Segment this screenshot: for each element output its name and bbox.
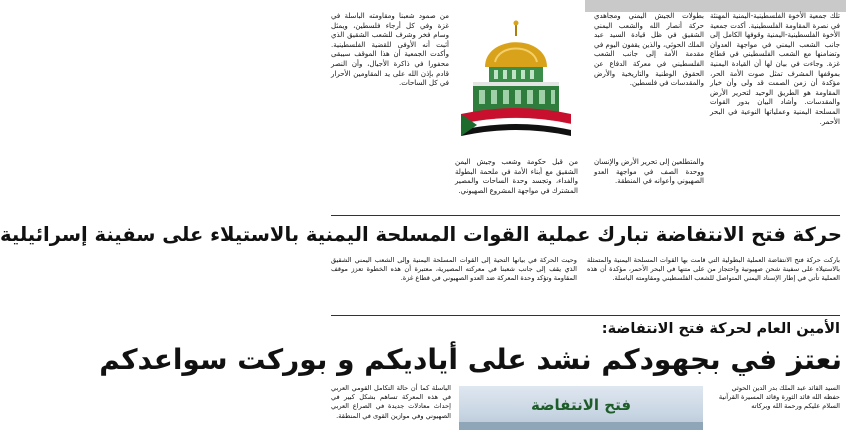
headline-main-quote: نعتز في بجهودكم نشد على أياديكم و بوركت سواعدكم [99, 343, 842, 376]
association-emblem [455, 14, 577, 156]
article-text: السيد القائد عبد الملك بدر الدين الحوثي حفظه الله قائد الثورة وقائد المسيرة القرآنية السلام عليكم ورحمة الله وبركاته [718, 384, 840, 411]
article-column-right [710, 12, 840, 212]
article-text: من صمود شعبنا ومقاومته الباسلة في غزة وفي كل أرجاء فلسطين، ويمثل وسام فخر وشرف للشعب الشقيق الذي أثبت أنه الأوفى للقضية الفلسطينية. وأكدت الجمعية أن هذا الموقف سيبقى محفورا في ذاكرة الأجيال، وأن النصر قادم بإذن الله على يد المقاومين الأحرار في كل الساحات. [331, 12, 449, 88]
letter-salutation [715, 384, 840, 430]
article-text: من قبل حكومة وشعب وجيش اليمن الشقيق مع أبناء الأمة في ملحمة البطولة والفداء، وتجسد وحدة الساحات والمصير المشترك في مواجهة المشروع الصهيوني. [455, 158, 578, 195]
section-divider [331, 215, 840, 216]
article-column-mid-right [594, 12, 704, 152]
section-divider [331, 315, 840, 316]
press-photo [459, 386, 703, 430]
article-mid-left [331, 256, 577, 314]
subheadline-secretary-general: الأمين العام لحركة فتح الانتفاضة: [601, 321, 840, 337]
article-column-left [331, 12, 449, 212]
article-text: وحيت الحركة في بيانها التحية إلى القوات المسلحة اليمنية وإلى الشعب اليمني الشقيق الذي يقف إلى جانب شعبنا في معركته المصيرية، معتبرة أن هذه الخطوة تعزز موقف المقاومة وتؤكد وحدة المعركة ضد العدو الصهيوني في قطاع غزة. [331, 256, 577, 283]
article-mid-right [587, 256, 840, 314]
article-text: الباسلة كما أن حالة التكامل القومي العربي في هذه المعركة تساهم بشكل كبير في إحداث معادلات جديدة في الصراع العربي الصهيوني وفي موازين القوى في المنطقة. [331, 384, 451, 420]
dome-of-the-rock-icon [455, 14, 577, 156]
article-column-lower-right [594, 158, 704, 214]
article-text: باركت حركة فتح الانتفاضة العملية البطولية التي قامت بها القوات المسلحة اليمنية والمتمثلة بالاستيلاء على سفينة شحن صهيونية واحتجاز من على متنها في البحر الأحمر، مؤكدة أن هذه العملية تأتي في إطار الإسناد اليمني المتواصل للشعب الفلسطيني ومقاومته الباسلة. [587, 256, 840, 283]
article-column-lower-mid [455, 158, 578, 214]
headline-fatah-intifada-blesses-operation: حركة فتح الانتفاضة تبارك عملية القوات المسلحة اليمنية بالاستيلاء على سفينة إسرائيلية [0, 223, 842, 246]
photo-banner-text: فتح الانتفاضة [530, 396, 632, 414]
article-text: والمتطلعين إلى تحرير الأرض والإنسان ووحدة الصف في مواجهة العدو الصهيوني وأعوانه في المنطقة. [593, 158, 704, 186]
top-strip [325, 0, 846, 12]
article-text: تلك جمعية الأخوة الفلسطينية-اليمنية المهنئة في نصرة المقاومة الفلسطينية. أكدت جمعية الأخوة الفلسطينية-اليمنية وقوفها الكامل إلى جانب الشعب اليمني في مواجهة العدوان وتضامنها مع الشعب الفلسطيني في قطاع غزة. وجاءت في بيان لها أن القيادة اليمنية بموقفها المشرف تمثل صوت الأمة الحر، مؤكدة أن زمن الصمت قد ولى وأن خيار المقاومة هو الطريق الوحيد لتحرير الأرض والمقدسات. وأشاد البيان بدور القوات المسلحة اليمنية وعملياتها النوعية في البحر الأحمر. [710, 12, 840, 126]
article-bottom-left [331, 384, 451, 430]
article-text: بطولات الجيش اليمني ومجاهدي حركة أنصار الله والشعب اليمني الشقيق في ظل قيادة السيد عبد الملك الحوثي، والذين يقفون اليوم في مقدمة الأمة إلى جانب الشعب الفلسطيني في معركة الدفاع عن الحقوق الوطنية والتاريخية والأرض والمقدسات في فلسطين. [594, 12, 704, 88]
